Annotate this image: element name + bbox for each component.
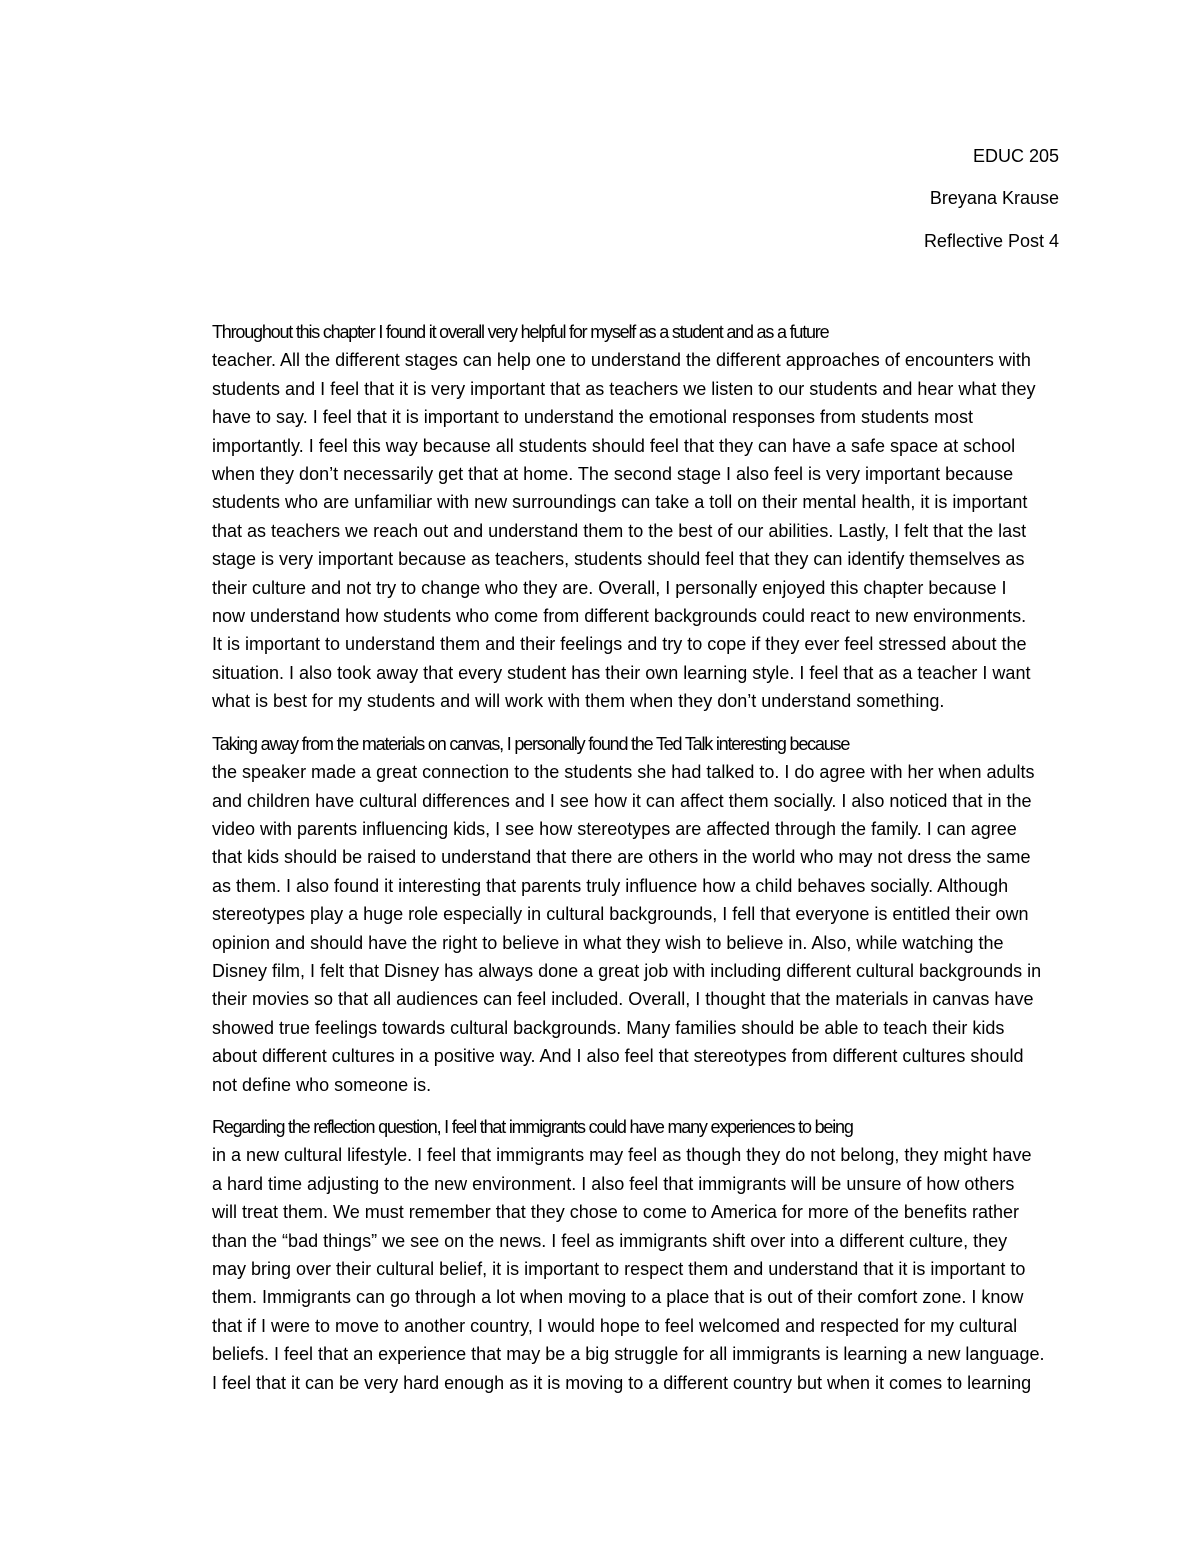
text-line: have to say. I feel that it is important to understand the emotional responses from students most [212, 407, 974, 428]
text-line: a hard time adjusting to the new environment. I also feel that immigrants will be unsure of how others [212, 1173, 1015, 1194]
text-line: video with parents influencing kids, I see how stereotypes are affected through the family. I can agree [212, 818, 1017, 839]
text-line: in a new cultural lifestyle. I feel that immigrants may feel as though they do not belong, they might have [212, 1145, 1032, 1166]
text-line: as them. I also found it interesting that parents truly influence how a child behaves socially. Although [212, 875, 1009, 896]
assignment-title: Reflective Post 4 [923, 230, 1059, 251]
text-line: importantly. I feel this way because all students should feel that they can have a safe space at school [212, 435, 1016, 456]
text-line: It is important to understand them and their feelings and try to cope if they ever feel stressed about the [212, 634, 1027, 655]
text-line: their culture and not try to change who they are. Overall, I personally enjoyed this chapter because I [212, 577, 1007, 598]
text-line: stage is very important because as teachers, students should feel that they can identify themselves as [212, 549, 1025, 570]
paragraph-2 [140, 730, 1060, 1099]
text-line: that as teachers we reach out and understand them to the best of our abilities. Lastly, I felt that the last [212, 520, 1027, 541]
text-line: Throughout this chapter I found it overall very helpful for myself as a student and as a future [212, 322, 829, 342]
text-line: students and I feel that it is very important that as teachers we listen to our students and hear what they [212, 378, 1036, 399]
text-line: may bring over their cultural belief, it is important to respect them and understand that it is important to [212, 1259, 1026, 1279]
paragraph-3 [140, 1113, 1060, 1397]
text-line: beliefs. I feel that an experience that may be a big struggle for all immigrants is learning a new language. [212, 1344, 1045, 1365]
text-line: Disney film, I felt that Disney has always done a great job with including different cultural backgrounds in [212, 960, 1042, 981]
text-line: stereotypes play a huge role especially in cultural backgrounds, I fell that everyone is entitled their own [212, 904, 1029, 925]
text-line: opinion and should have the right to believe in what they wish to believe in. Also, while watching the [212, 932, 1004, 953]
text-line: students who are unfamiliar with new surroundings can take a toll on their mental health, it is important [212, 492, 1028, 513]
text-line: teacher. All the different stages can help one to understand the different approaches of encounters with [212, 350, 1031, 371]
text-line: the speaker made a great connection to the students she had talked to. I do agree with her when adults [212, 762, 1035, 783]
text-line: when they don’t necessarily get that at home. The second stage I also feel is very important because [212, 464, 1014, 485]
text-line: situation. I also took away that every student has their own learning style. I feel that as a teacher I want [212, 662, 1031, 683]
text-line: showed true feelings towards cultural backgrounds. Many families should be able to teach their kids [212, 1017, 1005, 1038]
text-line: now understand how students who come from different backgrounds could react to new environments. [212, 606, 1027, 627]
text-line: what is best for my students and will work with them when they don’t understand something. [212, 691, 945, 712]
text-line: about different cultures in a positive way. And I also feel that stereotypes from different cultures should [212, 1046, 1024, 1067]
document-body [140, 318, 1060, 1411]
text-line: their movies so that all audiences can feel included. Overall, I thought that the materials in canvas have [212, 989, 1034, 1010]
text-line: them. Immigrants can go through a lot when moving to a place that is out of their comfort zone. I know [212, 1287, 1024, 1308]
document-header [924, 142, 1059, 269]
course-code: EDUC 205 [972, 146, 1059, 166]
text-line: that if I were to move to another country, I would hope to feel welcomed and respected for my cultural [212, 1315, 1018, 1336]
text-line: I feel that it can be very hard enough as it is moving to a different country but when it comes to learning [212, 1372, 1032, 1393]
text-line: than the “bad things” we see on the news. I feel as immigrants shift over into a different culture, they [212, 1230, 1008, 1251]
paragraph-1 [140, 318, 1060, 716]
text-line: Regarding the reflection question, I feel that immigrants could have many experiences to being [212, 1116, 853, 1137]
text-line: that kids should be raised to understand that there are others in the world who may not dress the same [212, 847, 1031, 868]
text-line: not define who someone is. [212, 1074, 432, 1095]
author-name: Breyana Krause [929, 188, 1059, 209]
text-line: and children have cultural differences and I see how it can affect them socially. I also noticed that in the [212, 790, 1032, 811]
text-line: will treat them. We must remember that they chose to come to America for more of the benefits rather [212, 1202, 1020, 1223]
text-line: Taking away from the materials on canvas, I personally found the Ted Talk interesting because [212, 733, 850, 754]
